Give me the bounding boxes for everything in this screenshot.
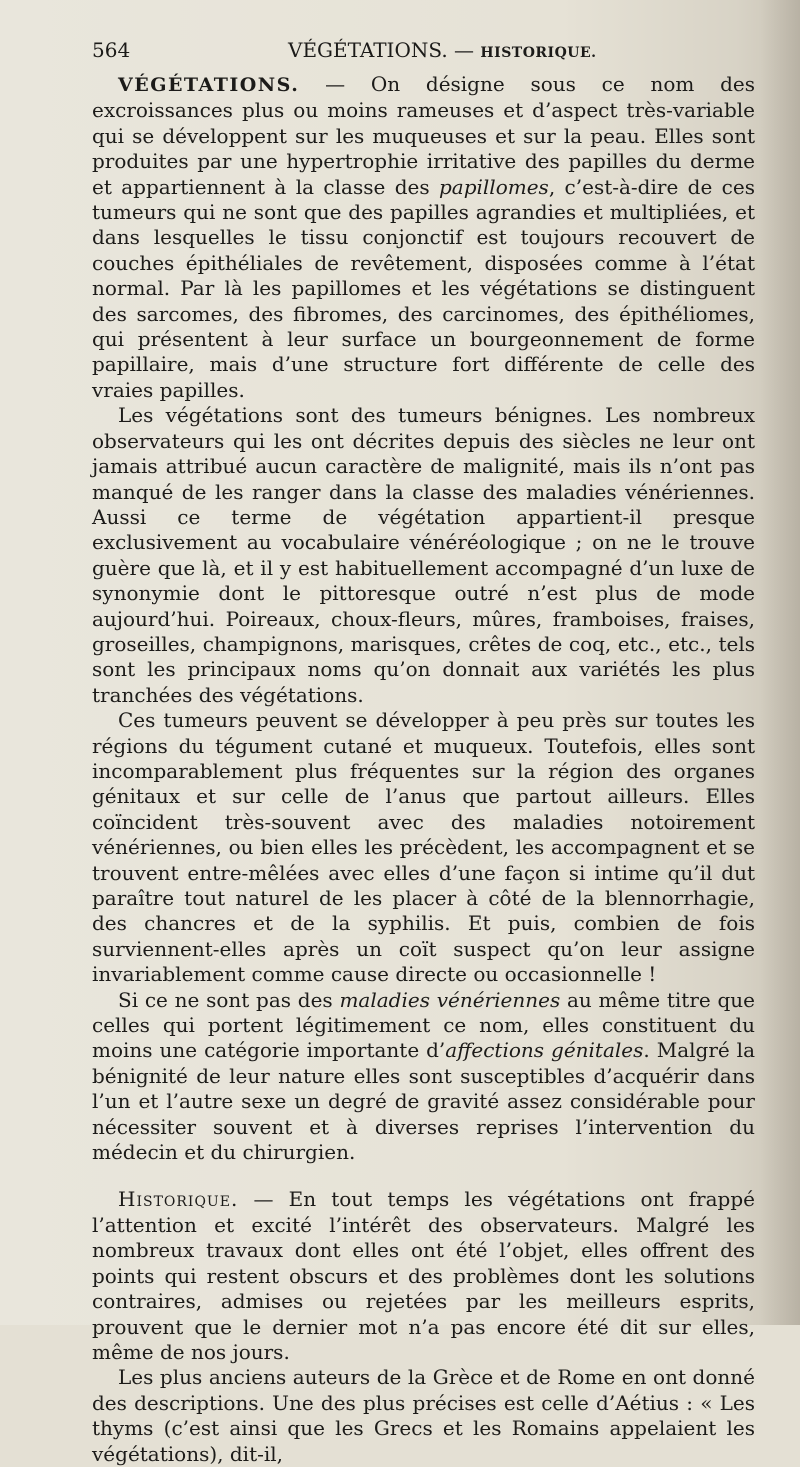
paragraph-text: — En tout temps les végétations ont frappé l’attention et excité l’intérêt des observateurs. Malgré les nombreux travaux dont elles ont été l’objet, elles offrent des points qui restent obscurs et des problèmes dont les solutions contraires, admises ou rejetées par les meilleurs esprits, prouvent que le dernier mot n’a pas encore été dit sur elles, même de nos jours. — [92, 1187, 755, 1364]
running-title: VÉGÉTATIONS. — — [288, 38, 481, 62]
page-number: 564 — [92, 38, 131, 62]
running-head — [288, 36, 597, 67]
italic-term: maladies vénériennes — [339, 987, 561, 1012]
paragraph-text-continued: au même titre que celles qui portent légitimement ce nom, elles constituent du moins une catégorie importante d’ — [92, 987, 755, 1063]
entry-headword: VÉGÉTATIONS. — [118, 74, 300, 96]
section-gap — [92, 1165, 755, 1187]
paragraph-text-end: . Malgré la bénignité de leur nature elles sont susceptibles d’acquérir dans l’un et l’autre sexe un degré de gravité assez considérable pour nécessiter souvent et à diverses reprises l’intervention du médecin et du chirurgien. — [92, 1038, 755, 1165]
paragraph-regions — [92, 708, 755, 987]
paragraph-benign — [92, 403, 755, 708]
paragraph-text: Les plus anciens auteurs de la Grèce et de Rome en ont donné des descriptions. Une des plus précises est celle d’Aétius : « Les thyms (c’est ainsi que les Grecs et les Romains appelaient les végétations), dit-il, — [92, 1365, 755, 1466]
page-header — [92, 36, 756, 64]
italic-term-2: affections génitales — [445, 1038, 644, 1063]
italic-term: papillomes — [438, 174, 549, 199]
paragraph-genital-affections — [92, 988, 755, 1166]
paragraph-text: Si ce ne sont pas des — [118, 987, 340, 1012]
paragraph-text: — On désigne sous ce nom des excroissances plus ou moins rameuses et d’aspect très-variable qui se développent sur les muqueuses et sur la peau. Elles sont produites par une hypertrophie irritative des papilles du derme et appartiennent à la classe des — [92, 72, 755, 199]
paragraph-ancient-authors — [92, 1365, 755, 1467]
paragraph-definition — [92, 72, 755, 403]
paragraph-historique — [92, 1187, 755, 1365]
paragraph-text-continued: , c’est-à-dire de ces tumeurs qui ne sont que des papilles agrandies et multipliées, et dans lesquelles le tissu conjonctif est toujours recouvert de couches épithéliales de revêtement, disposées comme à l’état normal. Par là les papillomes et les végétations se distinguent des sarcomes, des fibromes, des carcinomes, des épithéliomes, qui présentent à leur surface un bourgeonnement de forme papillaire, mais d’une structure fort différente de celle des vraies papilles. — [92, 174, 755, 402]
running-subtitle: HISTORIQUE. — [480, 45, 597, 61]
page-edge-shadow — [760, 0, 800, 1325]
section-heading: Historique. — [118, 1187, 239, 1212]
article-body — [92, 72, 755, 1467]
paragraph-text: Ces tumeurs peuvent se développer à peu près sur toutes les régions du tégument cutané et muqueux. Toutefois, elles sont incomparablement plus fréquentes sur la région des organes génitaux et sur celle de l’anus que partout ailleurs. Elles coïncident très-souvent avec des maladies notoirement vénériennes, ou bien elles les précèdent, les accompagnent et se trouvent entre-mêlées avec elles d’une façon si intime qu’il dut paraître tout naturel de les placer à côté de la blennorrhagie, des chancres et de la syphilis. Et puis, combien de fois surviennent-elles après un coït suspect qu’on leur assigne invariablement comme cause directe ou occasionnelle ! — [92, 708, 755, 987]
paragraph-text: Les végétations sont des tumeurs bénignes. Les nombreux observateurs qui les ont décrites depuis des siècles ne leur ont jamais attribué aucun caractère de malignité, mais ils n’ont pas manqué de les ranger dans la classe des maladies vénériennes. Aussi ce terme de végétation appartient-il presque exclusivement au vocabulaire vénéréologique ; on ne le trouve guère que là, et il y est habituellement accompagné d’un luxe de synonymie dont le pittoresque outré n’est plus de mode aujourd’hui. Poireaux, choux-fleurs, mûres, framboises, fraises, groseilles, champignons, marisques, crêtes de coq, etc., etc., tels sont les principaux noms qu’on donnait aux variétés les plus tranchées des végétations. — [92, 403, 755, 707]
